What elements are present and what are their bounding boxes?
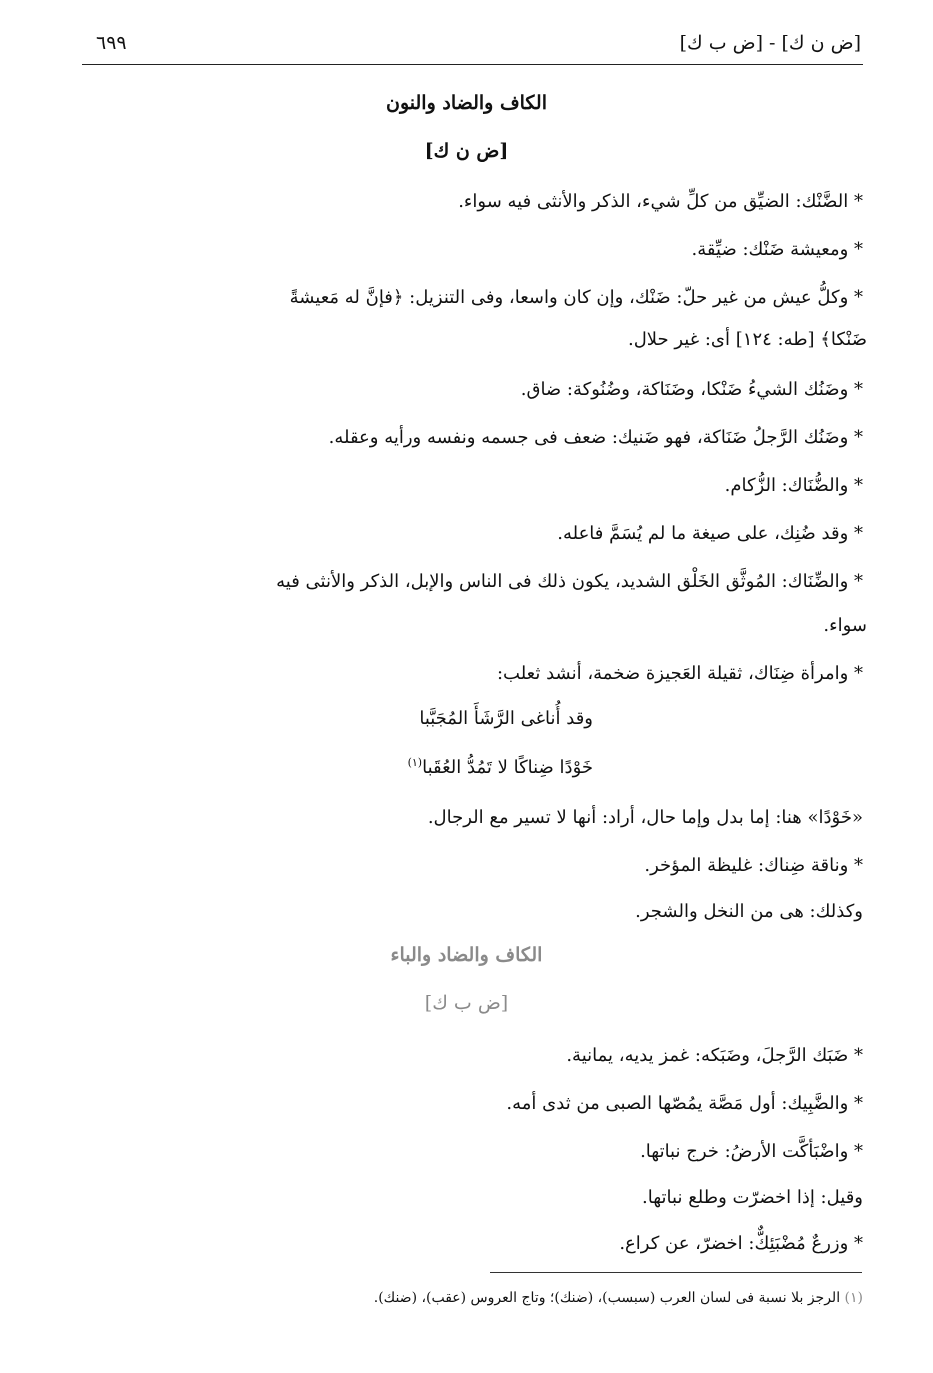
root-heading: [ض ب ك] — [424, 992, 509, 1014]
footnote-text: الرجز بلا نسبة فى لسان العرب (سبسب)، (ضنك)؛ وتاج العروس (عقب)، (ضنك). — [373, 1290, 841, 1306]
entry-line: وكذلك: هى من النخل والشجر. — [635, 901, 863, 922]
entry-line: * وكلُّ عيش من غير حلّ: ضَنْك، وإن كان واسعا، وفى التنزيل: ﴿فإنَّ له مَعيشةً — [289, 287, 863, 308]
footnote-marker: (١) — [407, 756, 423, 769]
root-heading: [ض ن ك] — [424, 140, 509, 162]
entry-line: * وضَنُك الرَّجلُ ضَنَاكة، فهو ضَنيك: ضعف فى جسمه ونفسه ورأيه وعقله. — [328, 427, 863, 448]
page-number: ٦٩٩ — [96, 32, 127, 54]
entry-line: «خَوْدًا» هنا: إما بدل وإما حال، أراد: أنها لا تسير مع الرجال. — [427, 807, 863, 828]
entry-line: * والضَّبِيك: أول مَصَّة يمُصّها الصبى من ثدى أمه. — [506, 1093, 863, 1114]
verse-text: خَوْدًا ضِناكًا لا تَمُدُّ العُقَبا — [422, 757, 593, 778]
entry-line: * والضِّنَاك: المُوثَّق الخَلْق الشديد، يكون ذلك فى الناس والإبل، الذكر والأنثى فيه — [276, 571, 863, 592]
entry-line: * وامرأة ضِنَاك، ثقيلة العَجيزة ضخمة، أنشد ثعلب: — [496, 663, 863, 684]
entry-line: ضَنْكا﴾ [طه: ١٢٤] أى: غير حلال. — [627, 329, 867, 350]
entry-line: * وناقة ضِناك: غليظة المؤخر. — [644, 855, 863, 876]
entry-line: * والضُّنَاك: الزُّكام. — [724, 475, 863, 496]
entry-line: * وضَنُك الشيءُ ضَنْكا، وضَنَاكة، وضُنُوكة: ضاق. — [520, 379, 863, 400]
section-title: الكاف والضاد والباء — [390, 944, 543, 966]
entry-line: * ضَبَك الرَّجلَ، وضَبَكه: غمز يديه، يمانية. — [566, 1045, 863, 1066]
header-rule — [82, 64, 863, 65]
footnote-mark: (١) — [844, 1290, 863, 1306]
verse-line — [408, 756, 593, 778]
section-title: الكاف والضاد والنون — [386, 92, 547, 114]
running-head-label: [ض ن ك] - [ض ب ك] — [679, 32, 861, 54]
entry-line: سواء. — [823, 615, 867, 636]
entry-line: * واضْبَأكَّت الأرضُ: خرج نباتها. — [640, 1141, 863, 1162]
entry-line: * ومعيشة ضَنْك: ضيِّقة. — [691, 239, 863, 260]
entry-line: * الضَّنْك: الضيِّق من كلِّ شيء، الذكر والأنثى فيه سواء. — [458, 191, 863, 212]
entry-line: وقيل: إذا اخضرّت وطلع نباتها. — [642, 1187, 863, 1208]
footnote — [374, 1290, 863, 1306]
footnote-rule — [490, 1272, 862, 1273]
entry-line: * وزرعٌ مُضْبَئِكٌّ: اخضرّ، عن كراع. — [619, 1233, 863, 1254]
entry-line: * وقد ضُنِك، على صيغة ما لم يُسَمَّ فاعله. — [557, 523, 863, 544]
verse-line: وقد أُناغى الرَّشَأَ المُجَبَّبا — [419, 708, 593, 729]
running-head — [0, 28, 933, 60]
